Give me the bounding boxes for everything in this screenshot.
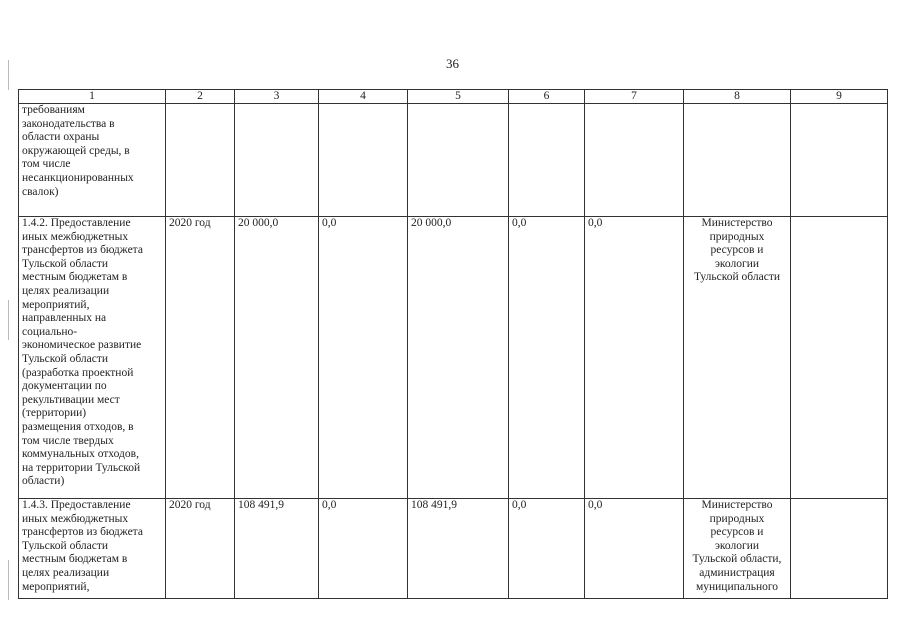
measure-name-line: Тульской области bbox=[22, 352, 109, 365]
measure-name-line: области охраны bbox=[22, 131, 100, 144]
table-row bbox=[19, 104, 888, 217]
column-4-amount-cell bbox=[319, 104, 408, 217]
column-number-3: 3 bbox=[235, 90, 319, 104]
executor-line: экологии bbox=[714, 539, 760, 552]
measure-name-cell bbox=[19, 499, 166, 599]
executor-line: ресурсов и bbox=[710, 244, 764, 257]
column-6-amount-cell: 0,0 bbox=[509, 499, 585, 599]
measure-name-line: местным бюджетам в bbox=[22, 553, 128, 566]
measure-name-line: целях реализации bbox=[22, 566, 110, 579]
measure-name-line: социально- bbox=[22, 325, 78, 338]
executor-line: Министерство bbox=[701, 217, 773, 229]
column-number-5: 5 bbox=[408, 90, 509, 104]
executor-line: ресурсов и bbox=[710, 526, 764, 539]
total-amount-cell bbox=[235, 104, 319, 217]
measure-name-line: том числе bbox=[22, 158, 71, 171]
measure-name-line: экономическое развитие bbox=[22, 339, 142, 352]
year-cell: 2020 год bbox=[166, 217, 235, 499]
measure-name-cell bbox=[19, 104, 166, 217]
measure-name-line: Тульской области bbox=[22, 257, 109, 270]
measure-name-line: документации по bbox=[22, 380, 107, 393]
measure-name-line: окружающей среды, в bbox=[22, 144, 130, 157]
measure-name-line: области) bbox=[22, 475, 65, 488]
measure-name-line: мероприятий, bbox=[22, 580, 90, 593]
column-number-8: 8 bbox=[684, 90, 791, 104]
column-7-amount-cell: 0,0 bbox=[585, 217, 684, 499]
measure-name-line: коммунальных отходов, bbox=[22, 448, 139, 461]
column-7-amount-cell bbox=[585, 104, 684, 217]
measure-name-line: несанкционированных bbox=[22, 171, 134, 184]
measure-name-line: иных межбюджетных bbox=[22, 512, 129, 525]
column-4-amount-cell: 0,0 bbox=[319, 217, 408, 499]
measure-name-line: 1.4.2. Предоставление bbox=[22, 217, 131, 229]
column-number-6: 6 bbox=[509, 90, 585, 104]
column-6-amount-cell bbox=[509, 104, 585, 217]
measure-name-line: направленных на bbox=[22, 312, 107, 325]
column-number-7: 7 bbox=[585, 90, 684, 104]
total-amount-cell: 108 491,9 bbox=[235, 499, 319, 599]
measure-name-line: целях реализации bbox=[22, 284, 110, 297]
measure-name-line: свалок) bbox=[22, 185, 59, 198]
table-row bbox=[19, 217, 888, 499]
column-number-4: 4 bbox=[319, 90, 408, 104]
measure-name-cell bbox=[19, 217, 166, 499]
year-cell bbox=[166, 104, 235, 217]
measure-name-line: 1.4.3. Предоставление bbox=[22, 499, 131, 511]
executor-cell bbox=[684, 104, 791, 217]
measure-name-line: Тульской области bbox=[22, 539, 109, 552]
executor-line: администрация bbox=[699, 566, 775, 579]
year-cell: 2020 год bbox=[166, 499, 235, 599]
column-number-9: 9 bbox=[791, 90, 888, 104]
left-margin-mark-middle bbox=[8, 300, 9, 340]
executor-line: природных bbox=[709, 230, 765, 243]
column-9-cell bbox=[791, 499, 888, 599]
executor-line: экологии bbox=[714, 257, 760, 270]
executor-line: муниципального bbox=[695, 580, 779, 593]
column-4-amount-cell: 0,0 bbox=[319, 499, 408, 599]
measure-name-line: (территории) bbox=[22, 407, 87, 420]
measure-name-line: местным бюджетам в bbox=[22, 271, 128, 284]
measure-name-line: на территории Тульской bbox=[22, 461, 141, 474]
measure-name-line: трансфертов из бюджета bbox=[22, 526, 143, 539]
measure-name-line: трансфертов из бюджета bbox=[22, 244, 143, 257]
measure-name-line: рекультивации мест bbox=[22, 393, 120, 406]
measure-name-line: (разработка проектной bbox=[22, 366, 134, 379]
measure-name-line: мероприятий, bbox=[22, 298, 90, 311]
executor-line: природных bbox=[709, 512, 765, 525]
executor-cell bbox=[684, 217, 791, 499]
page-number: 36 bbox=[446, 56, 459, 71]
total-amount-cell: 20 000,0 bbox=[235, 217, 319, 499]
table-row bbox=[19, 499, 888, 599]
measure-name-line: размещения отходов, в bbox=[22, 420, 134, 433]
column-number-row bbox=[19, 90, 888, 104]
measure-name-line: том числе твердых bbox=[22, 434, 114, 447]
column-5-amount-cell: 20 000,0 bbox=[408, 217, 509, 499]
column-5-amount-cell bbox=[408, 104, 509, 217]
column-number-1: 1 bbox=[19, 90, 166, 104]
executor-line: Тульской области, bbox=[692, 553, 782, 566]
measure-name-line: иных межбюджетных bbox=[22, 230, 129, 243]
left-margin-mark-bottom bbox=[8, 560, 9, 600]
column-9-cell bbox=[791, 217, 888, 499]
column-9-cell bbox=[791, 104, 888, 217]
executor-cell bbox=[684, 499, 791, 599]
measure-name-line: требованиям bbox=[22, 104, 85, 116]
executor-line: Министерство bbox=[701, 499, 773, 511]
column-6-amount-cell: 0,0 bbox=[509, 217, 585, 499]
column-5-amount-cell: 108 491,9 bbox=[408, 499, 509, 599]
budget-table bbox=[18, 89, 888, 599]
column-number-2: 2 bbox=[166, 90, 235, 104]
measure-name-line: законодательства в bbox=[22, 117, 115, 130]
column-7-amount-cell: 0,0 bbox=[585, 499, 684, 599]
executor-line: Тульской области bbox=[693, 271, 780, 284]
